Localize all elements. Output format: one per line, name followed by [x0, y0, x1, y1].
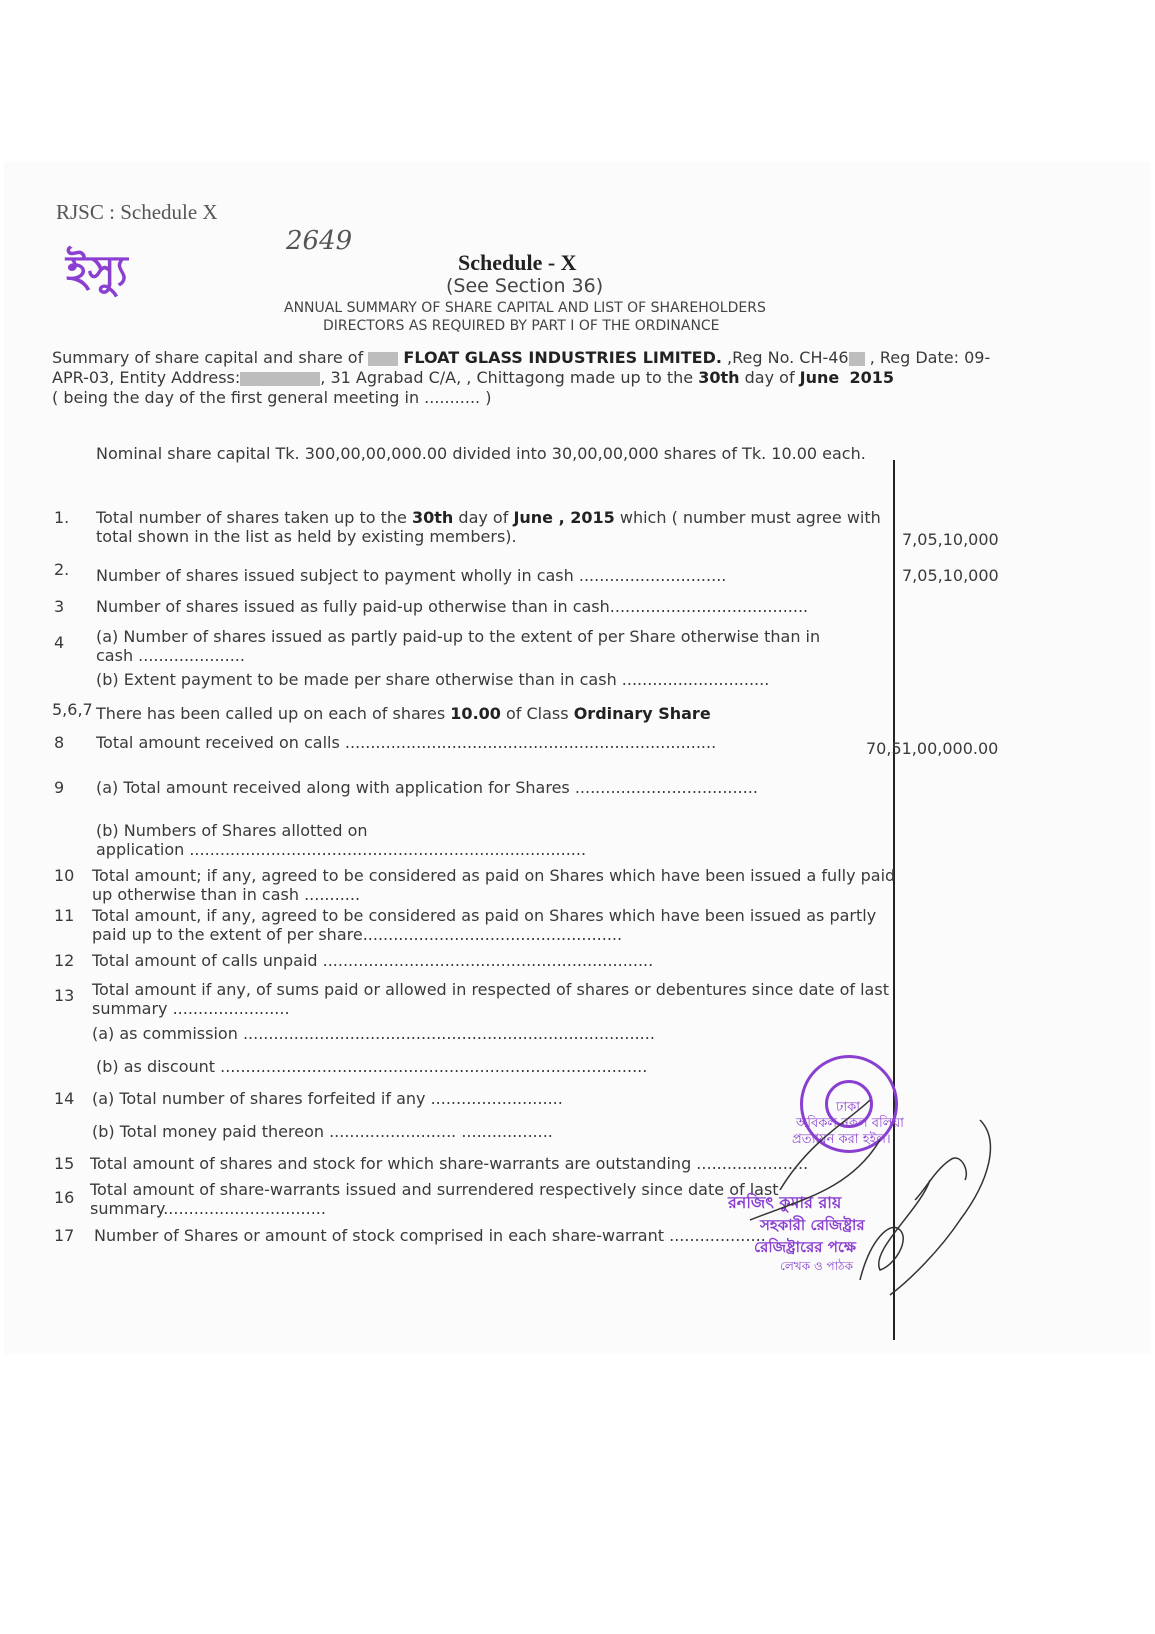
subtitle-line-2: DIRECTORS AS REQUIRED BY PART I OF THE ORDINANCE	[323, 318, 720, 334]
stamp-dhaka: ঢাকা	[836, 1100, 860, 1115]
intro-line-2: APR-03, Entity Address: , 31 Agrabad C/A, , Chittagong made up to the 30th day of June 2015	[52, 368, 894, 387]
item-1-value: 7,05,10,000	[902, 530, 999, 549]
nominal-capital: Nominal share capital Tk. 300,00,00,000.00 divided into 30,00,00,000 shares of Tk. 10.00 each.	[96, 444, 866, 463]
signature	[720, 1080, 1040, 1310]
subtitle-line-1: ANNUAL SUMMARY OF SHARE CAPITAL AND LIST OF SHAREHOLDERS	[284, 300, 766, 316]
redacted-block	[849, 352, 865, 366]
item-8-value: 70,51,00,000.00	[866, 739, 999, 758]
redacted-block	[240, 372, 320, 386]
rjsc-label: RJSC : Schedule X	[56, 200, 218, 224]
stamp-on-behalf: রেজিষ্ট্রারের পক্ষে	[754, 1238, 857, 1256]
schedule-title: Schedule - X	[458, 250, 577, 275]
handwritten-number: 2649	[286, 226, 353, 256]
stamp-officer-title: সহকারী রেজিষ্ট্রার	[760, 1216, 865, 1234]
stamp-certified-1: অবিকল নকল বলিয়া	[796, 1116, 904, 1131]
stamp-writer: লেখক ও পাঠক	[780, 1259, 853, 1273]
item-2-value: 7,05,10,000	[902, 566, 999, 585]
issue-stamp: ইস্যু	[66, 246, 128, 295]
redacted-block	[368, 352, 398, 366]
stamp-officer-name: রনজিৎ কুমার রায়	[728, 1193, 842, 1212]
see-section: (See Section 36)	[446, 275, 604, 297]
company-name: FLOAT GLASS INDUSTRIES LIMITED.	[403, 348, 722, 367]
stamp-certified-2: প্রত্যায়ন করা হইল।	[792, 1132, 891, 1147]
intro-line-1: Summary of share capital and share of FLOAT GLASS INDUSTRIES LIMITED. ,Reg No. CH-46 , Reg Date: 09-	[52, 348, 991, 367]
intro-line-3: ( being the day of the first general meeting in ........... )	[52, 388, 492, 407]
